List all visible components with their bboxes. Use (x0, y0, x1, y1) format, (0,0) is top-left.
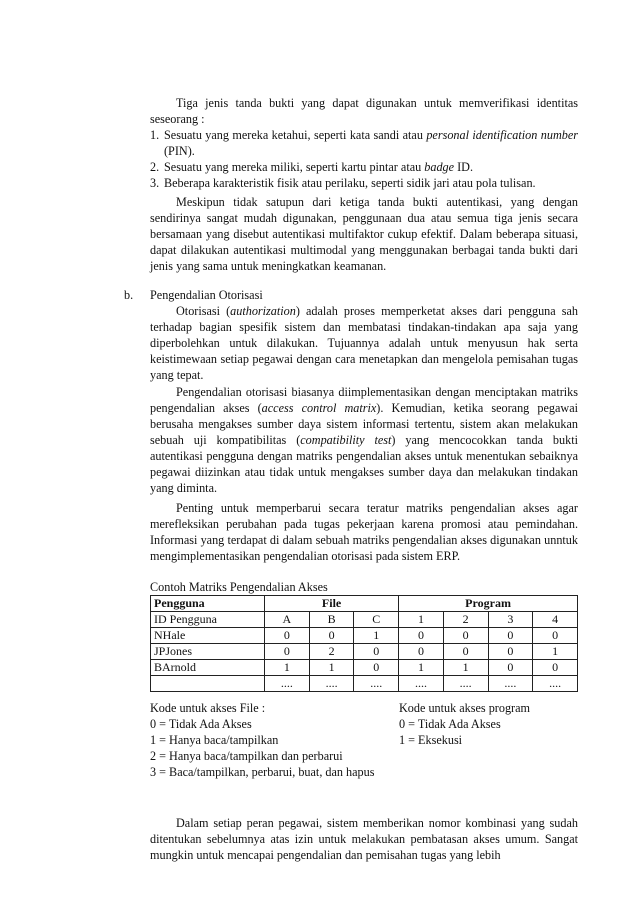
matrix-block (150, 579, 578, 692)
matrix-cell: 0 (309, 628, 354, 644)
access-code-legend (150, 700, 578, 780)
program-code-title: Kode untuk akses program (399, 701, 530, 715)
matrix-cell: 0 (265, 628, 310, 644)
multifactor-paragraph: Meskipun tidak satupun dari ketiga tanda bukti autentikasi, yang dengan sendirinya sangat mudah digunakan, penggunaan dua atau semua tiga jenis secara bersamaan yang disebut autentikasi multifaktor cukup efektif. Dalam beberapa situasi, dapat dilakukan autentikasi multimodal yang menggunakan berbagai tanda bukti dari jenis yang sama untuk meningkatkan keamanan. (150, 195, 578, 273)
authorization-paragraph-3-block (150, 500, 578, 564)
list-item-text: Sesuatu yang mereka ketahui, seperti kata sandi atau (164, 128, 427, 142)
matrix-cell: 0 (443, 628, 488, 644)
matrix-cell: 1 (354, 628, 399, 644)
auth-credential-list (150, 127, 578, 191)
authorization-paragraph-3: Penting untuk memperbarui secara teratur matriks pengendalian akses agar merefleksikan perubahan pada tugas pekerjaan karena promosi atau pemindahan. Informasi yang terdapat di dalam sebuah matriks pengendalian akses digunakan unntuk mengimplementasikan pengendalian otorisasi pada sistem ERP. (150, 501, 578, 563)
term-authorization: authorization (230, 304, 296, 318)
list-item-term: personal identification number (426, 128, 578, 142)
list-item-number: 2. (150, 160, 160, 174)
matrix-user-name: NHale (151, 628, 265, 644)
program-code-item: 0 = Tidak Ada Akses (399, 717, 501, 731)
list-item-number: 1. (150, 128, 160, 142)
authorization-paragraph-1 (150, 303, 578, 383)
program-code-item: 1 = Eksekusi (399, 733, 463, 747)
list-item-term: badge (424, 160, 455, 174)
matrix-user-name: JPJones (151, 644, 265, 660)
paragraph-text: ) yang mencocokkan tanda bukti autentikasi pengguna dengan matriks pengendalian akses untuk menentukan sebaiknya pegawai diizinkan atau tidak untuk mengakses sumber daya dan melakukan tindakan yang diminta. (150, 433, 578, 495)
term-access-control-matrix: access control matrix (261, 401, 377, 415)
matrix-column-header: C (354, 612, 399, 628)
matrix-cell: 1 (443, 660, 488, 676)
list-item-text: Sesuatu yang mereka miliki, seperti kartu pintar atau (164, 160, 425, 174)
matrix-cell: .... (309, 676, 354, 692)
file-code-item: 0 = Tidak Ada Akses (150, 717, 252, 731)
program-code-legend (399, 700, 579, 748)
matrix-user-name: BArnold (151, 660, 265, 676)
matrix-cell: 1 (399, 660, 444, 676)
list-item-text-end: (PIN). (164, 144, 195, 158)
matrix-cell: 2 (309, 644, 354, 660)
term-compatibility-test: compatibility test (300, 433, 392, 447)
matrix-cell: 0 (354, 660, 399, 676)
authorization-paragraph-1-block (150, 303, 578, 383)
matrix-column-header: A (265, 612, 310, 628)
access-control-matrix-table (150, 595, 578, 692)
matrix-column-header: B (309, 612, 354, 628)
matrix-column-header: 3 (488, 612, 533, 628)
matrix-cell: .... (265, 676, 310, 692)
matrix-user-name (151, 676, 265, 692)
paragraph-text: ) adalah proses memperketat akses dari pengguna sah terhadap bagian spesifik sistem dan membatasi tindakan-tindakan apa saja yang diperbolehkan untuk dilakukan. Tujuannya adalah untuk menyusun hak serta keistimewaan setiap pegawai dengan cara menetapkan dan mengelola pemisahan tugas yang tepat. (150, 304, 578, 382)
section-marker: b. (124, 288, 134, 302)
list-item (150, 159, 578, 175)
matrix-cell: 1 (533, 644, 578, 660)
list-item-number: 3. (150, 176, 160, 190)
matrix-caption: Contoh Matriks Pengendalian Akses (150, 580, 328, 594)
matrix-column-header-row (151, 612, 578, 628)
matrix-cell: 0 (399, 644, 444, 660)
file-code-legend (150, 700, 400, 780)
file-code-item: 3 = Baca/tampilkan, perbarui, buat, dan hapus (150, 765, 375, 779)
matrix-cell: 0 (354, 644, 399, 660)
table-row (151, 628, 578, 644)
matrix-cell: .... (488, 676, 533, 692)
list-item (150, 175, 578, 191)
matrix-cell: 0 (488, 644, 533, 660)
matrix-column-header: 2 (443, 612, 488, 628)
file-code-item: 1 = Hanya baca/tampilkan (150, 733, 279, 747)
matrix-cell: .... (443, 676, 488, 692)
matrix-header-file: File (265, 596, 399, 612)
file-code-item: 2 = Hanya baca/tampilkan dan perbarui (150, 749, 343, 763)
matrix-cell: .... (354, 676, 399, 692)
matrix-header-program: Program (399, 596, 578, 612)
matrix-column-header: 1 (399, 612, 444, 628)
authorization-paragraph-2 (150, 384, 578, 496)
matrix-cell: 0 (533, 628, 578, 644)
matrix-cell: 0 (443, 644, 488, 660)
matrix-header-user: Pengguna (151, 596, 265, 612)
matrix-header-user-id: ID Pengguna (151, 612, 265, 628)
matrix-cell: 0 (265, 644, 310, 660)
auth-intro (150, 95, 578, 191)
multifactor-paragraph-block (150, 194, 578, 274)
list-item (150, 127, 578, 159)
table-row (151, 644, 578, 660)
matrix-cell: 0 (488, 628, 533, 644)
closing-paragraph-block (150, 815, 578, 863)
list-item-text-end: ID. (454, 160, 474, 174)
paragraph-text: Otorisasi ( (176, 304, 231, 318)
table-row (151, 660, 578, 676)
matrix-cell: 0 (533, 660, 578, 676)
matrix-column-header: 4 (533, 612, 578, 628)
section-heading: Pengendalian Otorisasi (150, 288, 263, 302)
authorization-paragraph-2-block (150, 384, 578, 496)
table-row (151, 676, 578, 692)
closing-paragraph: Dalam setiap peran pegawai, sistem memberikan nomor kombinasi yang sudah ditentukan sebelumnya atas izin untuk melakukan pembatasan akses umum. Sangat mungkin untuk mencapai pengendalian dan pemisahan tugas yang lebih (150, 816, 578, 862)
matrix-cell: 1 (265, 660, 310, 676)
file-code-title: Kode untuk akses File : (150, 701, 266, 715)
auth-intro-lead: Tiga jenis tanda bukti yang dapat digunakan untuk memverifikasi identitas seseorang : (150, 96, 578, 126)
matrix-cell: 0 (399, 628, 444, 644)
matrix-cell: .... (399, 676, 444, 692)
matrix-cell: 1 (309, 660, 354, 676)
matrix-cell: 0 (488, 660, 533, 676)
paragraph-text: Pengendalian otorisasi biasanya diimplementasikan dengan menciptakan matriks pengendalian akses ( (150, 385, 578, 415)
matrix-group-header-row (151, 596, 578, 612)
paragraph-text: ). Kemudian, ketika seorang pegawai berusaha mengakses sumber daya sistem informasi tertentu, sistem akan melakukan sebuah uji kompatibilitas ( (150, 401, 578, 447)
matrix-cell: .... (533, 676, 578, 692)
list-item-text: Beberapa karakteristik fisik atau perilaku, seperti sidik jari atau pola tulisan. (164, 176, 536, 190)
